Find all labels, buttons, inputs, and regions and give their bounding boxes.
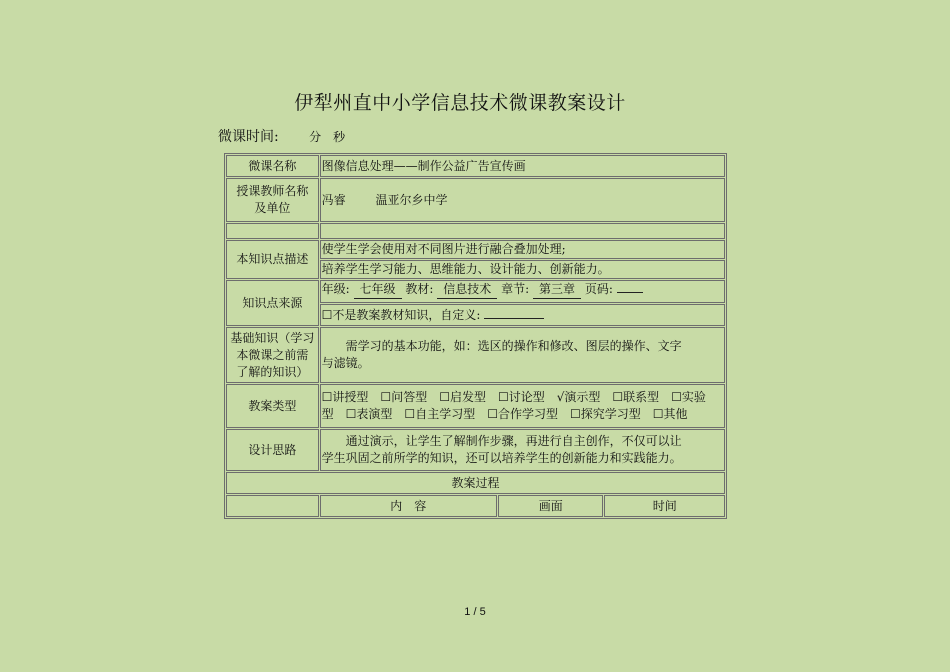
- source-label: 知识点来源: [226, 280, 319, 326]
- design-label: 设计思路: [226, 429, 319, 471]
- header-time: 时间: [604, 495, 725, 517]
- name-value: 图像信息处理——制作公益广告宣传画: [320, 155, 725, 177]
- page-value-blank: [617, 292, 643, 293]
- table-row-empty: [226, 223, 725, 239]
- page-title: 伊犁州直中小学信息技术微课教案设计: [294, 92, 626, 114]
- basics-label: 基础知识（学习 本微课之前需 了解的知识）: [226, 327, 319, 383]
- table-row: [226, 495, 725, 517]
- textbook-value: 信息技术: [437, 281, 497, 299]
- name-label: 微课名称: [226, 155, 319, 177]
- knowledge-label: 本知识点描述: [226, 240, 319, 279]
- process-heading: 教案过程: [226, 472, 725, 494]
- source-details: 年级: 七年级 教材: 信息技术 章节: 第三章 页码:: [320, 280, 725, 303]
- basics-value: 需学习的基本功能，如：选区的操作和修改、图层的操作、文字 与滤镜。: [320, 327, 725, 383]
- header-screen: 画面: [498, 495, 604, 517]
- knowledge-line2: 培养学生学习能力、思维能力、设计能力、创新能力。: [320, 260, 725, 279]
- lesson-plan-table: [224, 153, 727, 519]
- source-other: ☐不是教案教材知识，自定义:: [320, 304, 725, 326]
- table-row: [226, 155, 725, 177]
- design-value: 通过演示，让学生了解制作步骤，再进行自主创作，不仅可以让 学生巩固之前所学的知识，还可以培养学生的创新能力和实践能力。: [320, 429, 725, 471]
- teacher-value: [320, 178, 725, 222]
- table-row: [226, 472, 725, 494]
- duration-units: 分 秒: [309, 130, 346, 144]
- custom-blank: [484, 318, 544, 319]
- teacher-school: 温亚尔乡中学: [375, 192, 448, 207]
- table-row: [226, 240, 725, 259]
- table-row: [226, 280, 725, 303]
- table-row: [226, 384, 725, 428]
- duration-label: 微课时间:: [218, 129, 279, 145]
- duration-line: [218, 126, 345, 146]
- teacher-name: 冯睿: [321, 192, 346, 207]
- teacher-label: 授课教师名称 及单位: [226, 178, 319, 222]
- header-content: 内 容: [320, 495, 497, 517]
- table-row: [226, 178, 725, 222]
- type-options: ☐讲授型 ☐问答型 ☐启发型 ☐讨论型 √演示型 ☐联系型 ☐实验 型 ☐表演型 ☐自主学习型 ☐合作学习型 ☐探究学习型 ☐其他: [320, 384, 725, 428]
- chapter-value: 第三章: [533, 281, 581, 299]
- knowledge-line1: 使学生学会使用对不同图片进行融合叠加处理;: [320, 240, 725, 259]
- grade-value: 七年级: [354, 281, 402, 299]
- table-row: [226, 429, 725, 471]
- table-row: [226, 327, 725, 383]
- type-label: 教案类型: [226, 384, 319, 428]
- page-number: 1 / 5: [464, 606, 486, 618]
